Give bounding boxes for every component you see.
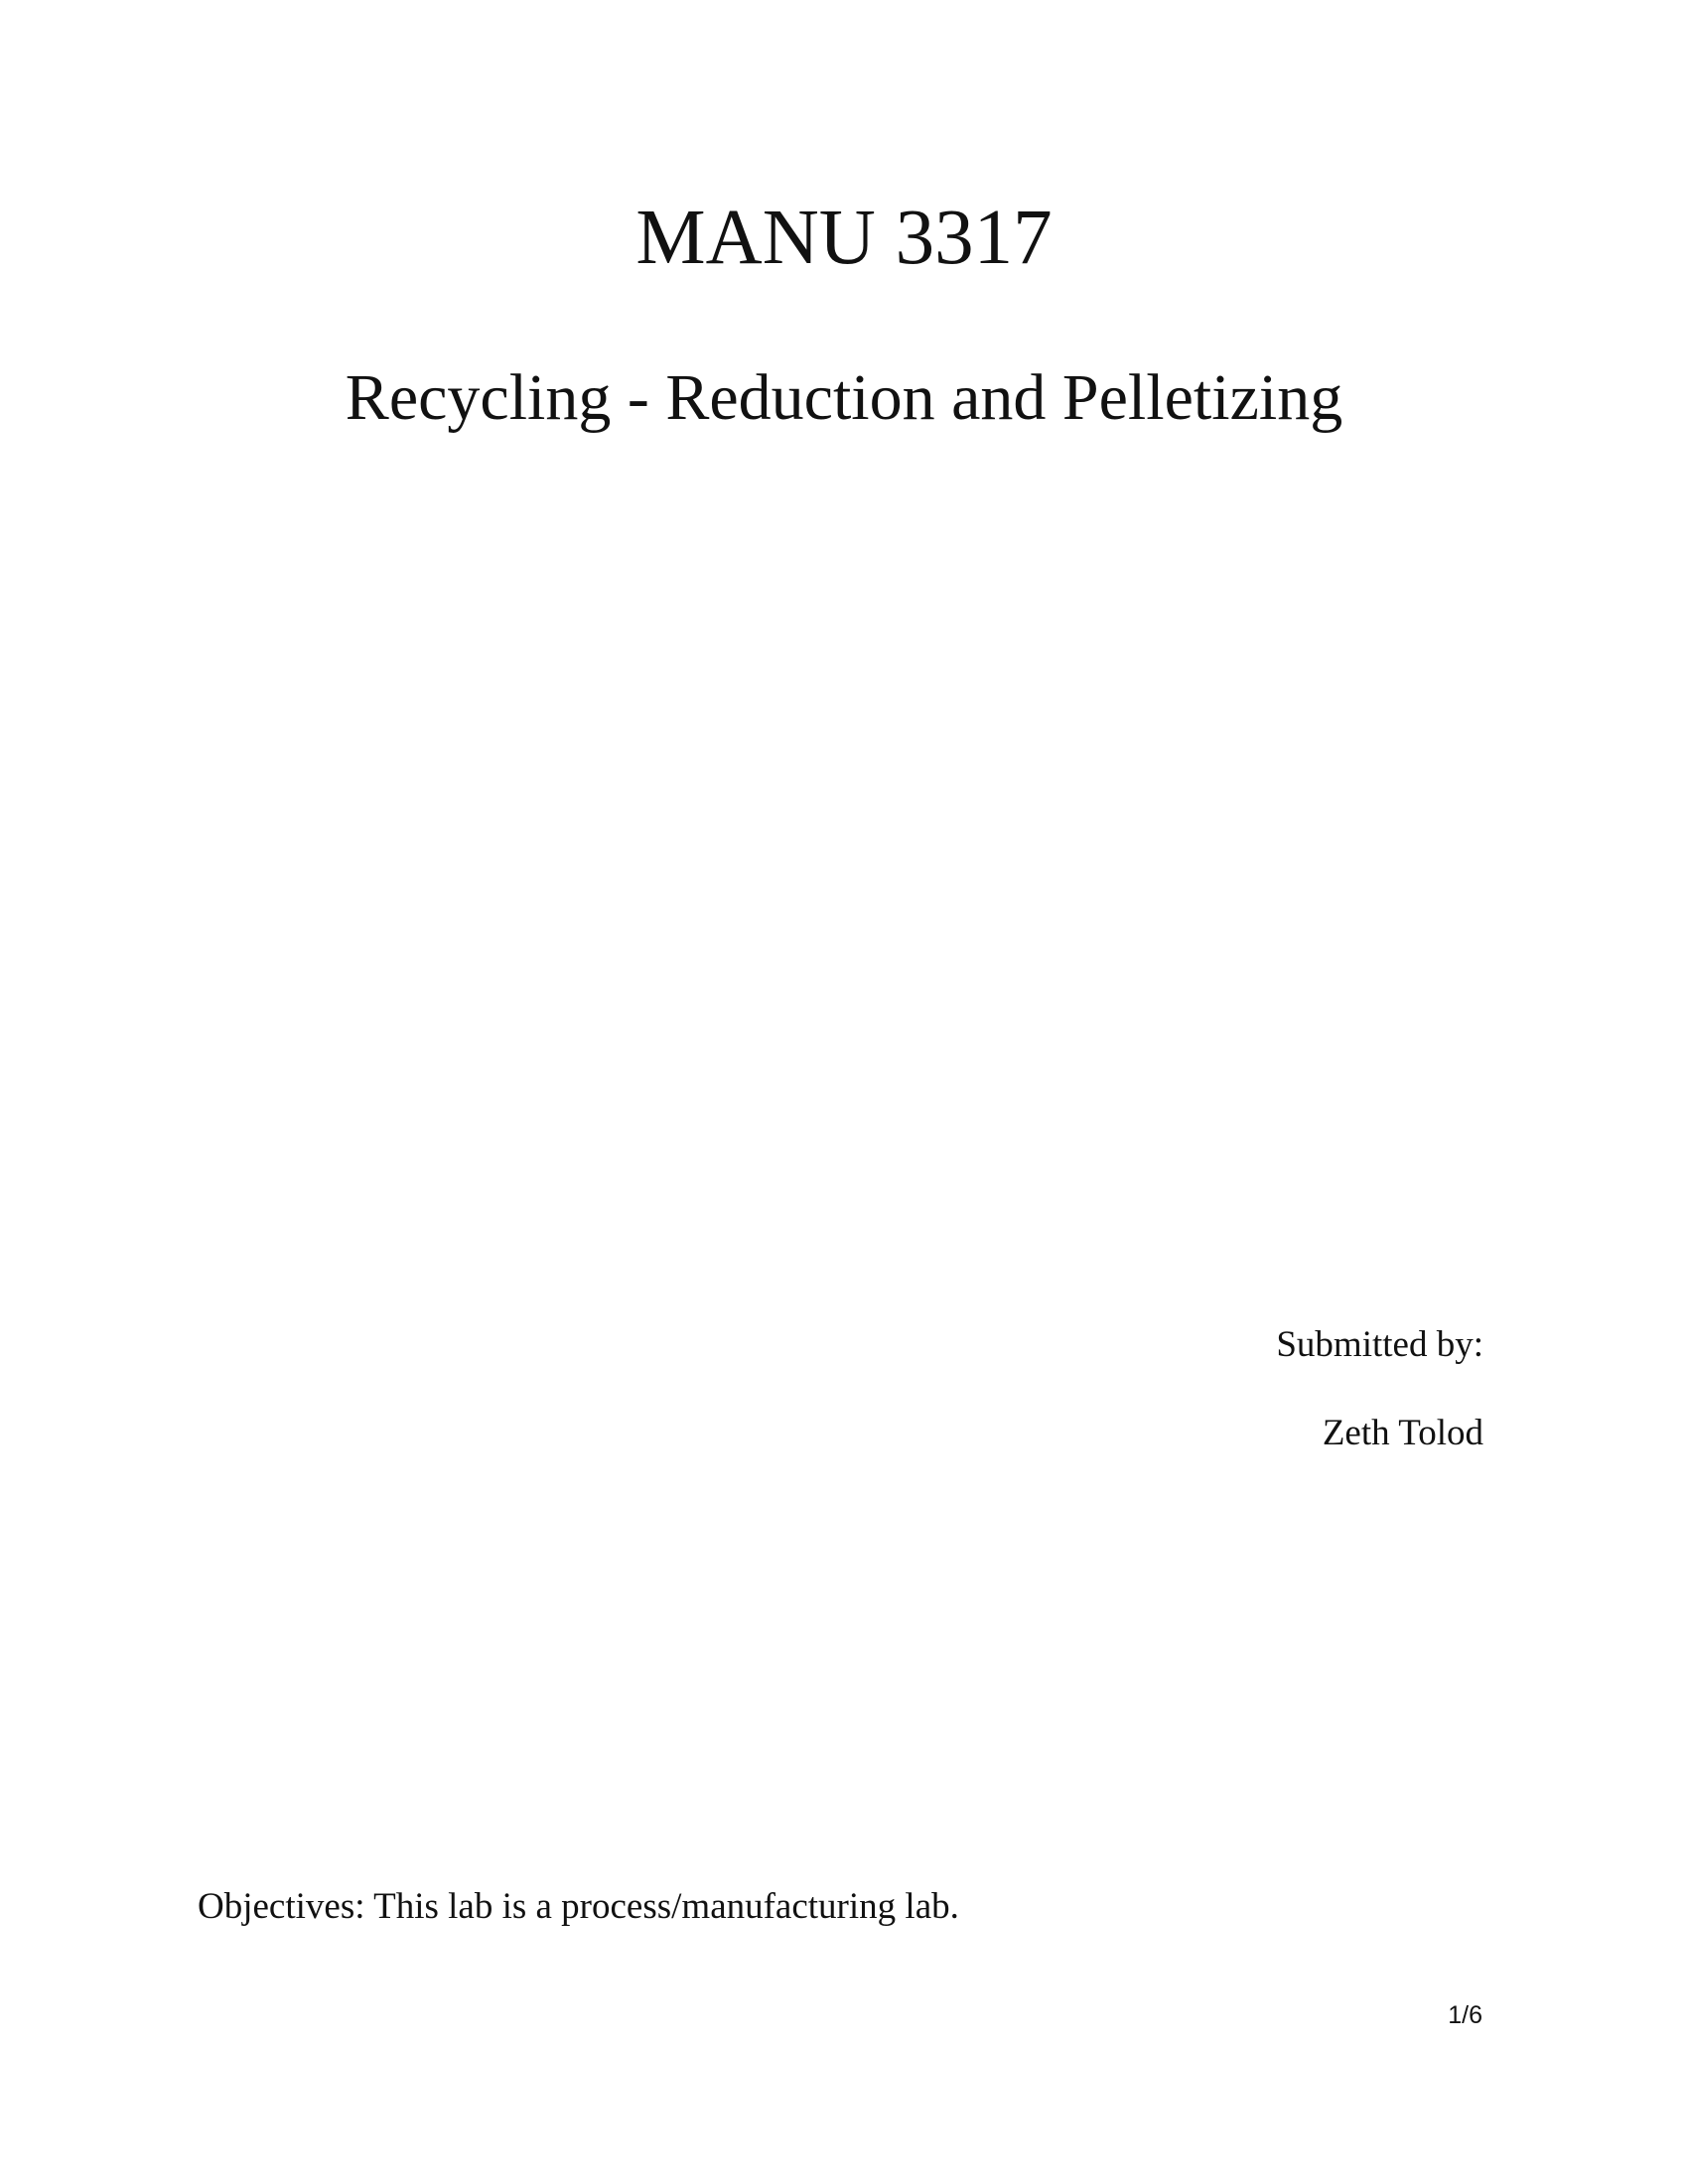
submitted-by-label: Submitted by: <box>1276 1324 1483 1365</box>
objectives-text: Objectives: This lab is a process/manufacturing lab. <box>198 1886 959 1927</box>
author-name: Zeth Tolod <box>1322 1413 1483 1453</box>
course-title: MANU 3317 <box>635 195 1053 281</box>
page-number: 1/6 <box>1448 2001 1482 2029</box>
report-subtitle: Recycling - Reduction and Pelletizing <box>345 361 1343 434</box>
